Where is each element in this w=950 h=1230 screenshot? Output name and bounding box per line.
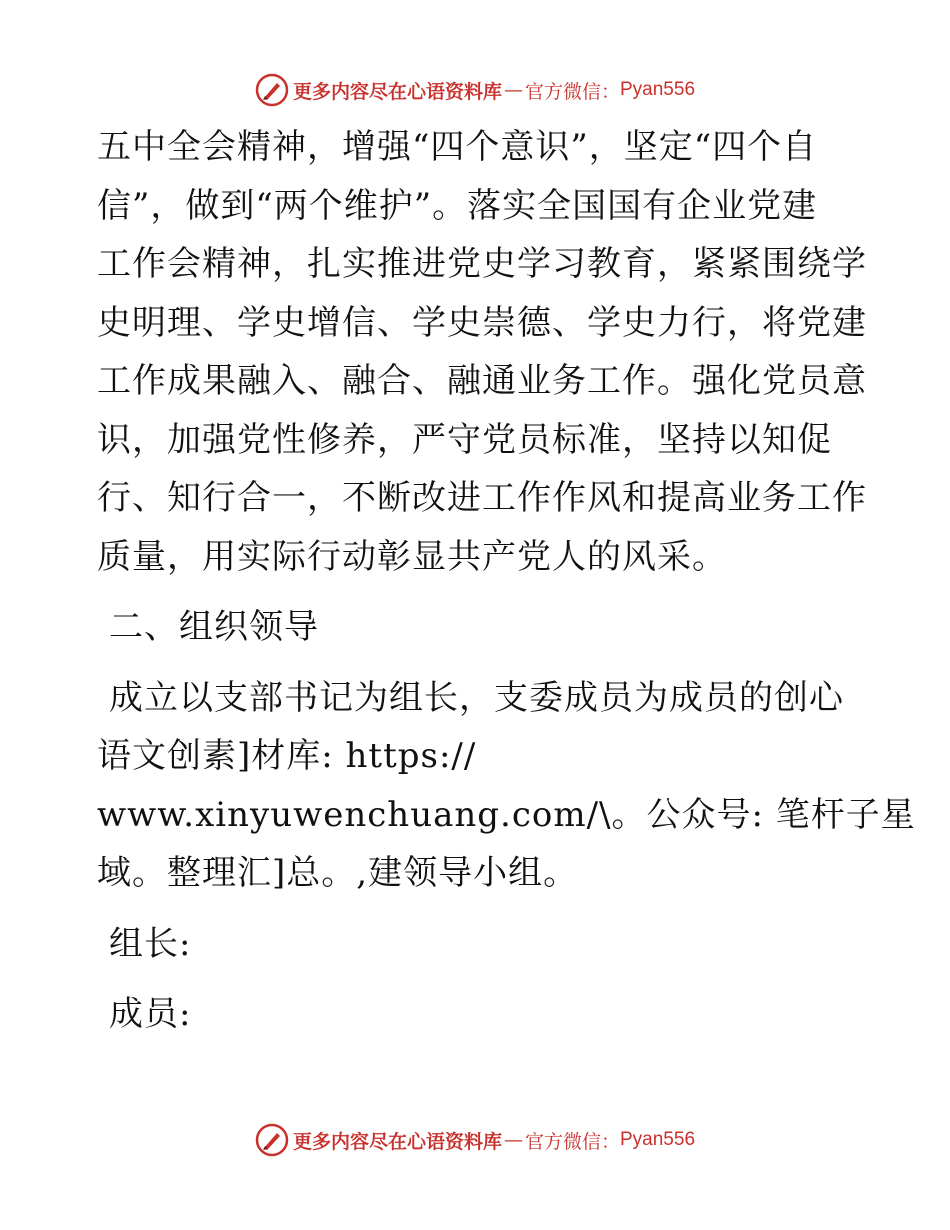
body-line: 信”，做到“两个维护”。落实全国国有企业党建: [97, 185, 818, 226]
body-line: 五中全会精神，增强“四个意识”，坚定“四个自: [97, 127, 818, 167]
footer-watermark-banner: [0, 1120, 950, 1160]
body-line: 质量，用实际行动彰显共产党人的风采。: [97, 536, 727, 577]
pen-logo-icon: [255, 73, 289, 107]
body-line: 识，加强党性修养，严守党员标准，坚持以知促: [97, 419, 832, 460]
section-line: www.xinyuwenchuang.com/\。公众号: 笔杆子星: [97, 794, 916, 835]
body-line: 工作会精神，扎实推进党史学习教育，紧紧围绕学: [97, 244, 867, 284]
banner-title: 更多内容尽在心语资料库: [292, 80, 502, 103]
banner-subtitle: 官方微信：: [524, 1130, 620, 1153]
banner-subtitle: 官方微信：: [524, 80, 620, 103]
member-label: 成员:: [109, 994, 192, 1034]
leader-label: 组长:: [109, 923, 192, 964]
section-line: 域。整理汇]总。,建领导小组。: [97, 853, 579, 893]
body-line: 行、知行合一，不断改进工作作风和提高业务工作: [97, 478, 867, 518]
banner-wechat-id: Pyan556: [620, 1129, 696, 1150]
section-line: 语文创素]材库: https://: [97, 736, 477, 776]
banner-dash: —: [503, 79, 523, 101]
banner-title: 更多内容尽在心语资料库: [292, 1130, 502, 1153]
header-watermark-banner: [0, 70, 950, 110]
section-line: 成立以支部书记为组长，支委成员为成员的创心: [109, 677, 844, 718]
banner-dash: —: [503, 1129, 523, 1151]
body-line: 史明理、学史增信、学史崇德、学史力行，将党建: [97, 302, 867, 343]
body-line: 工作成果融入、融合、融通业务工作。强化党员意: [97, 361, 867, 401]
pen-logo-icon: [255, 1123, 289, 1157]
document-body: [97, 118, 916, 1044]
section-heading: 二、组织领导: [109, 607, 319, 647]
banner-wechat-id: Pyan556: [620, 79, 696, 100]
